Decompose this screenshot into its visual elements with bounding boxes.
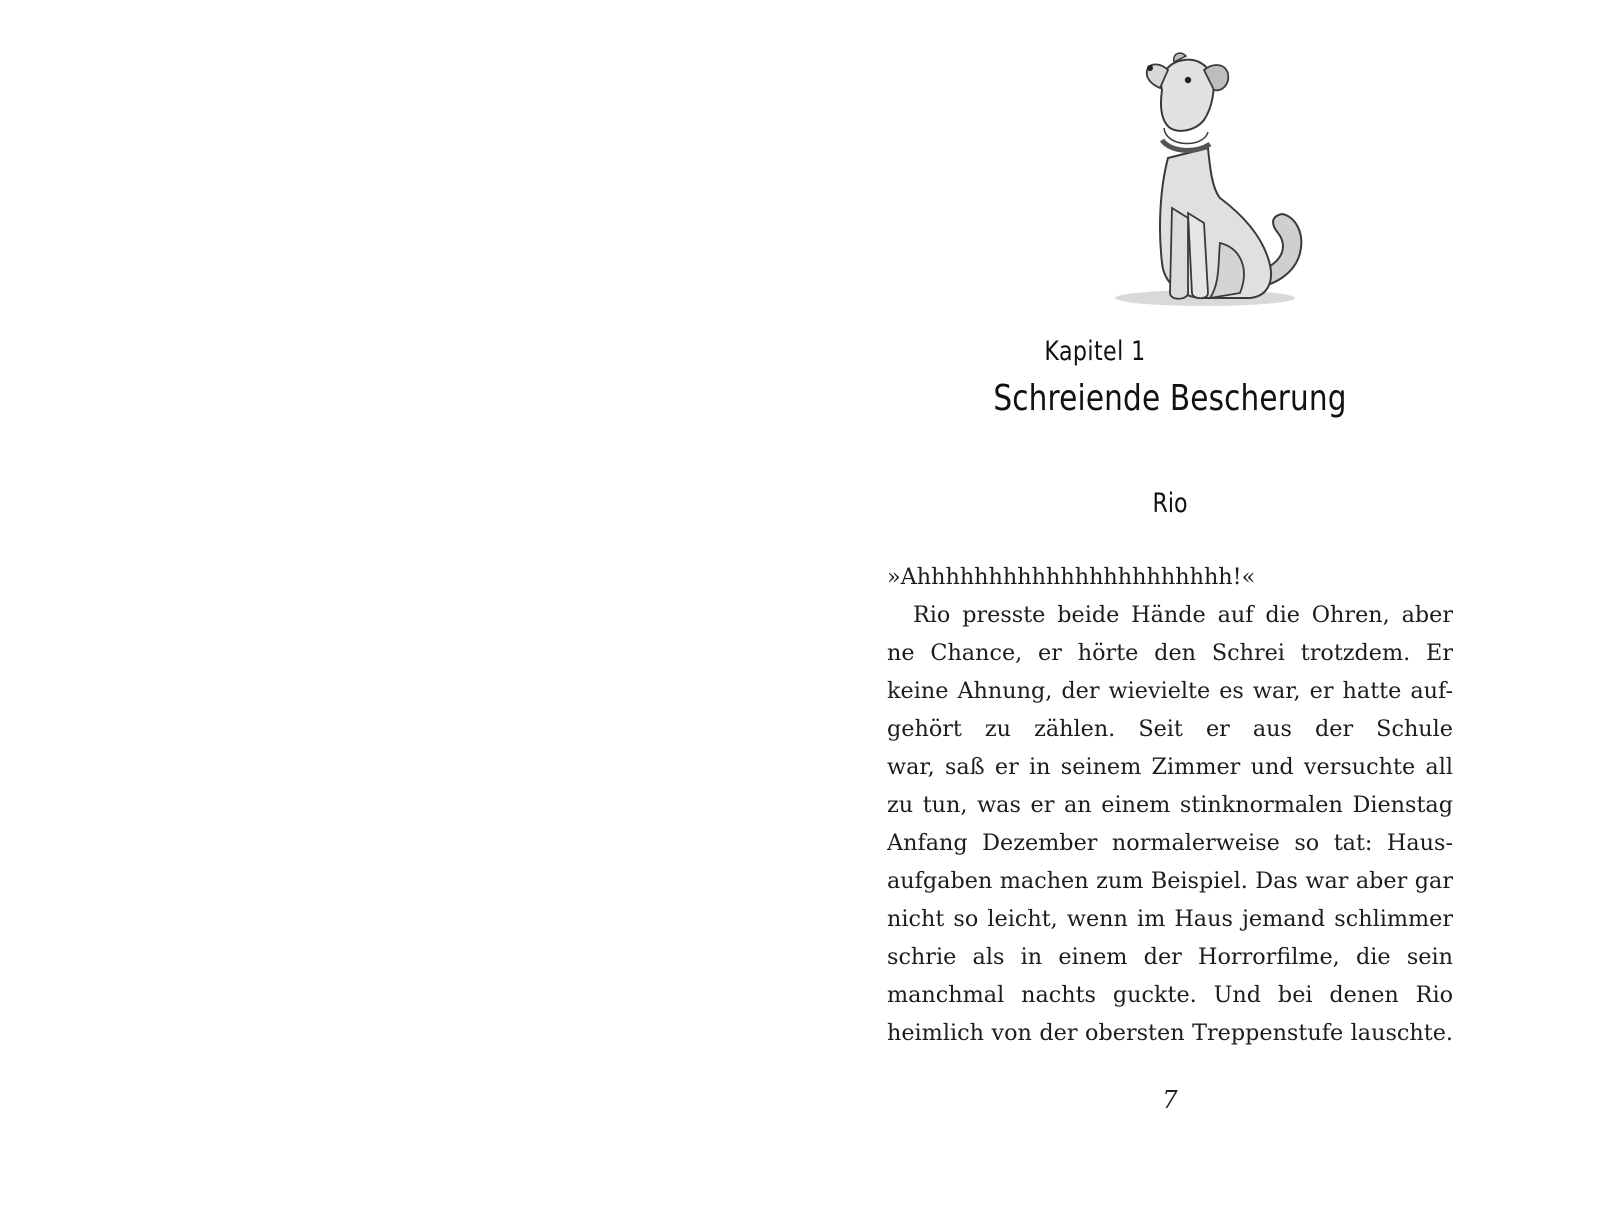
text-line: heimlich von der obersten Treppenstufe lauschte. [887, 1020, 1453, 1046]
chapter-number: Kapitel 1 [1044, 336, 1146, 367]
text-line: Rio presste beide Hände auf die Ohren, aber [913, 602, 1453, 628]
text-line: aufgaben machen zum Beispiel. Das war aber gar [887, 868, 1453, 894]
text-line: manchmal nachts guckte. Und bei denen Rio [887, 982, 1453, 1008]
text-line: Anfang Dezember normalerweise so tat: Haus- [887, 830, 1453, 856]
text-line: »Ahhhhhhhhhhhhhhhhhhhhhh!« [887, 564, 1256, 590]
text-line: war, saß er in seinem Zimmer und versuchte all [887, 754, 1453, 780]
text-line: ne Chance, er hörte den Schrei trotzdem. Er [887, 640, 1453, 666]
dog-illustration [1100, 48, 1320, 328]
body-text [887, 558, 1453, 1052]
text-line: schrie als in einem der Horrorfilme, die sein [887, 944, 1453, 970]
page-number: 7 [1162, 1086, 1178, 1114]
chapter-title: Schreiende Bescherung [993, 378, 1347, 419]
text-line: gehört zu zählen. Seit er aus der Schule [887, 716, 1453, 742]
text-line: keine Ahnung, der wievielte es war, er hatte auf- [887, 678, 1453, 704]
section-heading: Rio [1152, 488, 1188, 519]
right-page [800, 0, 1600, 1228]
text-line: zu tun, was er an einem stinknormalen Dienstag [887, 792, 1453, 818]
text-line: nicht so leicht, wenn im Haus jemand schlimmer [887, 906, 1453, 932]
